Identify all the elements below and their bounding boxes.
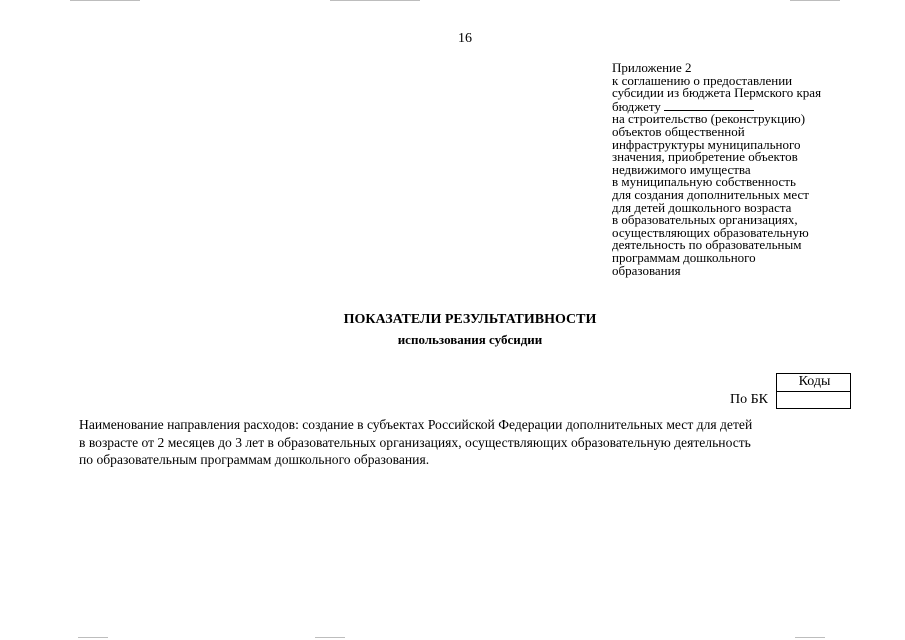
appendix-line: недвижимого имущества	[612, 161, 751, 177]
appendix-line: на строительство (реконструкцию)	[612, 111, 806, 127]
appendix-line: субсидии из бюджета Пермского края	[612, 85, 822, 101]
codes-header: Коды	[798, 374, 831, 389]
appendix-line: деятельность по образовательным	[612, 237, 802, 253]
appendix-line: для детей дошкольного возраста	[612, 199, 792, 215]
scan-artifact-bottom-right	[795, 637, 825, 638]
appendix-line: осуществляющих образовательную	[612, 224, 809, 240]
appendix-line: образования	[612, 262, 681, 278]
page-number: 16	[458, 31, 472, 46]
expense-line: по образовательным программам дошкольного образования.	[79, 452, 430, 467]
appendix-line: значения, приобретение объектов	[612, 149, 798, 165]
appendix-line: в образовательных организациях,	[612, 212, 798, 228]
bk-label: По БК	[730, 392, 768, 407]
expense-line: Наименование направления расходов: создание в субъектах Российской Федерации дополнительных мест для детей	[79, 417, 753, 432]
appendix-note	[612, 62, 882, 277]
scan-artifact-top-right	[790, 0, 840, 1]
document-subtitle: использования субсидии	[397, 332, 543, 347]
appendix-line: к соглашению о предоставлении	[612, 72, 793, 88]
appendix-line: инфраструктуры муниципального	[612, 136, 801, 152]
scan-artifact-top-center	[330, 0, 420, 1]
codes-table-divider	[777, 391, 850, 392]
scan-artifact-bottom-center	[315, 637, 345, 638]
expense-line: в возрасте от 2 месяцев до 3 лет в образовательных организациях, осуществляющих образовательную деятельность	[79, 434, 751, 450]
scan-artifact-top-left	[70, 0, 140, 1]
expense-direction	[79, 416, 839, 469]
scan-artifact-bottom-left	[78, 637, 108, 638]
appendix-line: Приложение 2	[612, 60, 692, 75]
appendix-line: для создания дополнительных мест	[612, 186, 809, 202]
blank-underline	[664, 100, 754, 111]
document-title: ПОКАЗАТЕЛИ РЕЗУЛЬТАТИВНОСТИ	[343, 312, 597, 327]
appendix-line: бюджету	[612, 98, 661, 114]
appendix-line: объектов общественной	[612, 123, 745, 139]
appendix-line: в муниципальную собственность	[612, 174, 796, 190]
appendix-line: программам дошкольного	[612, 249, 756, 265]
